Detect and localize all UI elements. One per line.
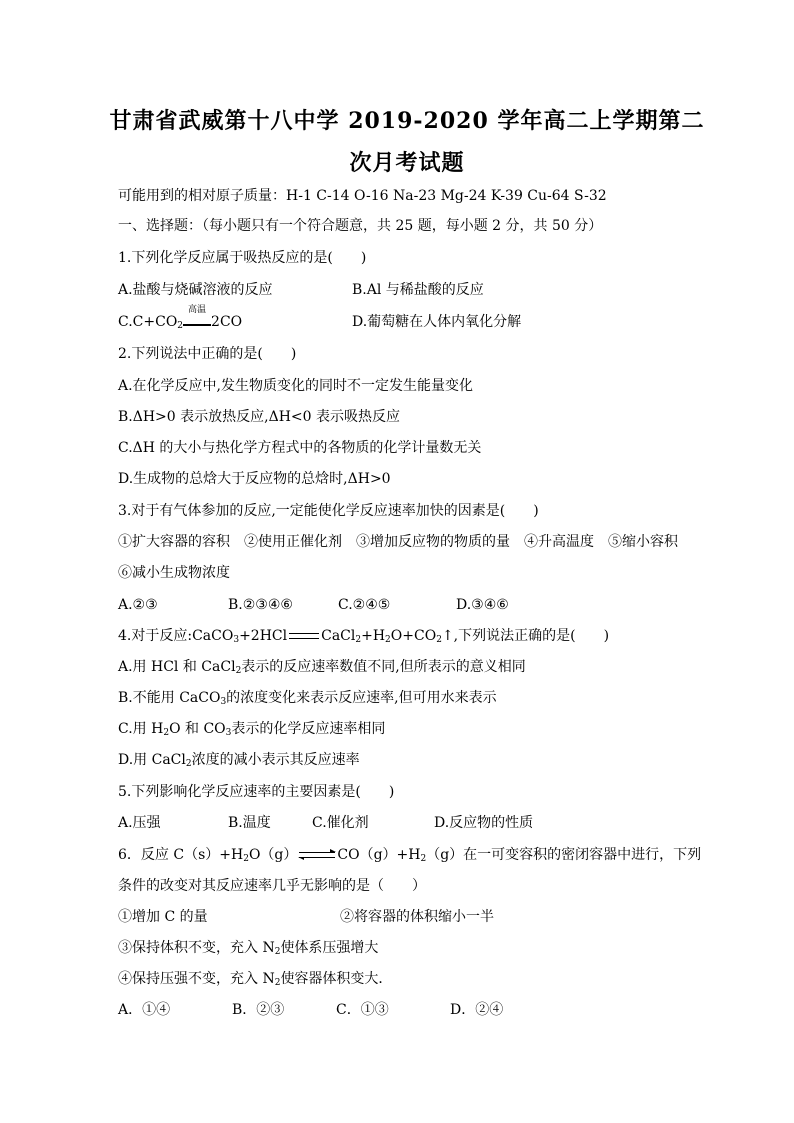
q4-b-text: 的浓度变化来表示反应速率,但可用水来表示 <box>226 690 497 706</box>
subscript: 2 <box>274 978 281 988</box>
q6-option-a: A．①④ <box>118 1002 171 1018</box>
title-line-2: 次月考试题 <box>349 150 465 176</box>
q6-option-b: B．②③ <box>232 1002 285 1018</box>
q4-d-text: 浓度的减小表示其反应速率 <box>191 752 360 768</box>
q2-option-d: D.生成物的总焓大于反应物的总焓时,ΔH>0 <box>118 471 391 487</box>
q4-b-text: B.不能用 CaCO <box>118 690 221 706</box>
q1-c-left: C.C+CO <box>118 314 178 330</box>
q2-option-b: B.ΔH>0 表示放热反应,ΔH<0 表示吸热反应 <box>118 409 401 425</box>
subscript: 2 <box>163 728 170 738</box>
q4-stem-text: ↑,下列说法正确的是( ) <box>441 628 610 644</box>
q3-option-c: C.②④⑤ <box>338 597 391 613</box>
q6-item4-text: ④保持压强不变，充入 N <box>118 971 275 987</box>
q4-option-b <box>118 688 718 708</box>
condition-bar <box>183 324 211 326</box>
q4-stem-text: +H <box>361 628 386 644</box>
subscript: 3 <box>233 635 240 645</box>
subscript: 2 <box>235 666 242 676</box>
q1-stem: 1.下列化学反应属于吸热反应的是( ) <box>118 250 367 266</box>
arrow-backward <box>299 857 335 858</box>
q4-d-text: D.用 CaCl <box>118 752 186 768</box>
title-line-1: 甘肃省武威第十八中学 2019-2020 学年高二上学期第二 <box>109 108 705 134</box>
q2-option-c: C.ΔH 的大小与热化学方程式中的各物质的化学计量数无关 <box>118 440 482 456</box>
q6-stem-text: （g）在一可变容积的密闭容器中进行，下列 <box>426 847 702 863</box>
q6-item3-text: ③保持体积不变，充入 N <box>118 940 275 956</box>
q4-c-text: 表示的化学反应速率相同 <box>231 721 386 737</box>
q1-option-d: D.葡萄糖在人体内氧化分解 <box>352 314 522 330</box>
subscript: 2 <box>243 854 249 864</box>
q4-a-text: A.用 HCl 和 CaCl <box>118 659 236 675</box>
q6-stem-text: O（g） <box>248 847 298 863</box>
q6-item4-text: 使容器体积变大． <box>280 971 393 987</box>
q5-option-c: C.催化剂 <box>312 815 369 831</box>
q4-stem-text: +2HCl <box>239 628 288 644</box>
q4-stem <box>118 626 718 646</box>
q5-option-b: B.温度 <box>228 815 271 831</box>
q6-stem <box>118 845 718 865</box>
q2-stem: 2.下列说法中正确的是( ) <box>118 346 297 362</box>
subscript: 2 <box>436 635 442 645</box>
arrow-forward <box>299 852 335 853</box>
q1-c-right: 2CO <box>211 314 243 330</box>
q6-item-2: ②将容器的体积缩小一半 <box>340 909 494 925</box>
q3-option-b: B.②③④⑥ <box>228 597 293 613</box>
equals-sign <box>289 633 319 639</box>
q1-option-a: A.盐酸与烧碱溶液的反应 <box>118 282 273 298</box>
q5-option-a: A.压强 <box>118 815 161 831</box>
subscript: 2 <box>420 854 427 864</box>
condition-label: 高温 <box>188 305 207 315</box>
q6-option-d: D．②④ <box>450 1002 504 1018</box>
q3-option-a: A.②③ <box>118 597 158 613</box>
q4-stem-text: O+CO <box>390 628 437 644</box>
subscript: 3 <box>225 728 232 738</box>
q4-option-d <box>118 750 718 770</box>
q2-option-a: A.在化学反应中,发生物质变化的同时不一定发生能量变化 <box>118 378 474 394</box>
q3-items-line-1: ①扩大容器的容积 ②使用正催化剂 ③增加反应物的物质的量 ④升高温度 ⑤缩小容积 <box>118 534 678 550</box>
q6-option-c: C．①③ <box>336 1002 389 1018</box>
q4-stem-text: 4.对于反应:CaCO <box>118 628 234 644</box>
q5-option-d: D.反应物的性质 <box>434 815 534 831</box>
q6-item-1: ①增加 C 的量 <box>118 909 208 925</box>
q6-stem-text: CO（g）+H <box>337 847 421 863</box>
q3-stem: 3.对于有气体参加的反应,一定能使化学反应速率加快的因素是( ) <box>118 503 539 519</box>
q1-option-c <box>118 305 243 332</box>
q6-stem-line-2: 条件的改变对其反应速率几乎无影响的是（ ） <box>118 878 426 894</box>
q5-stem: 5.下列影响化学反应速率的主要因素是( ) <box>118 784 395 800</box>
subscript: 2 <box>355 635 362 645</box>
q4-c-text: O 和 CO <box>169 721 226 737</box>
q4-a-text: 表示的反应速率数值不同,但所表示的意义相同 <box>241 659 526 675</box>
q4-option-a <box>118 657 718 677</box>
subscript: 2 <box>185 759 192 769</box>
q6-item-3 <box>118 938 718 958</box>
reaction-condition <box>183 305 211 326</box>
subscript: 2 <box>385 635 391 645</box>
q4-option-c <box>118 719 718 739</box>
section-heading: 一、选择题：（每小题只有一个符合题意，共 25 题，每小题 2 分，共 50 分） <box>118 218 603 234</box>
subscript: 2 <box>274 947 281 957</box>
q6-item3-text: 使体系压强增大 <box>280 940 379 956</box>
q4-stem-text: CaCl <box>321 628 356 644</box>
q3-items-line-2: ⑥减小生成物浓度 <box>118 565 230 581</box>
q3-option-d: D.③④⑥ <box>456 597 509 613</box>
q1-option-b: B.Al 与稀盐酸的反应 <box>352 282 484 298</box>
reversible-arrow-icon <box>299 849 335 861</box>
subscript: 3 <box>220 697 227 707</box>
q4-c-text: C.用 H <box>118 721 164 737</box>
q6-item-4 <box>118 969 718 989</box>
q6-stem-text: 6．反应 C（s）+H <box>118 847 244 863</box>
q1-c-sub: 2 <box>177 321 184 331</box>
atomic-masses: 可能用到的相对原子质量：H-1 C-14 O-16 Na-23 Mg-24 K-39 Cu-64 S-32 <box>118 188 607 204</box>
